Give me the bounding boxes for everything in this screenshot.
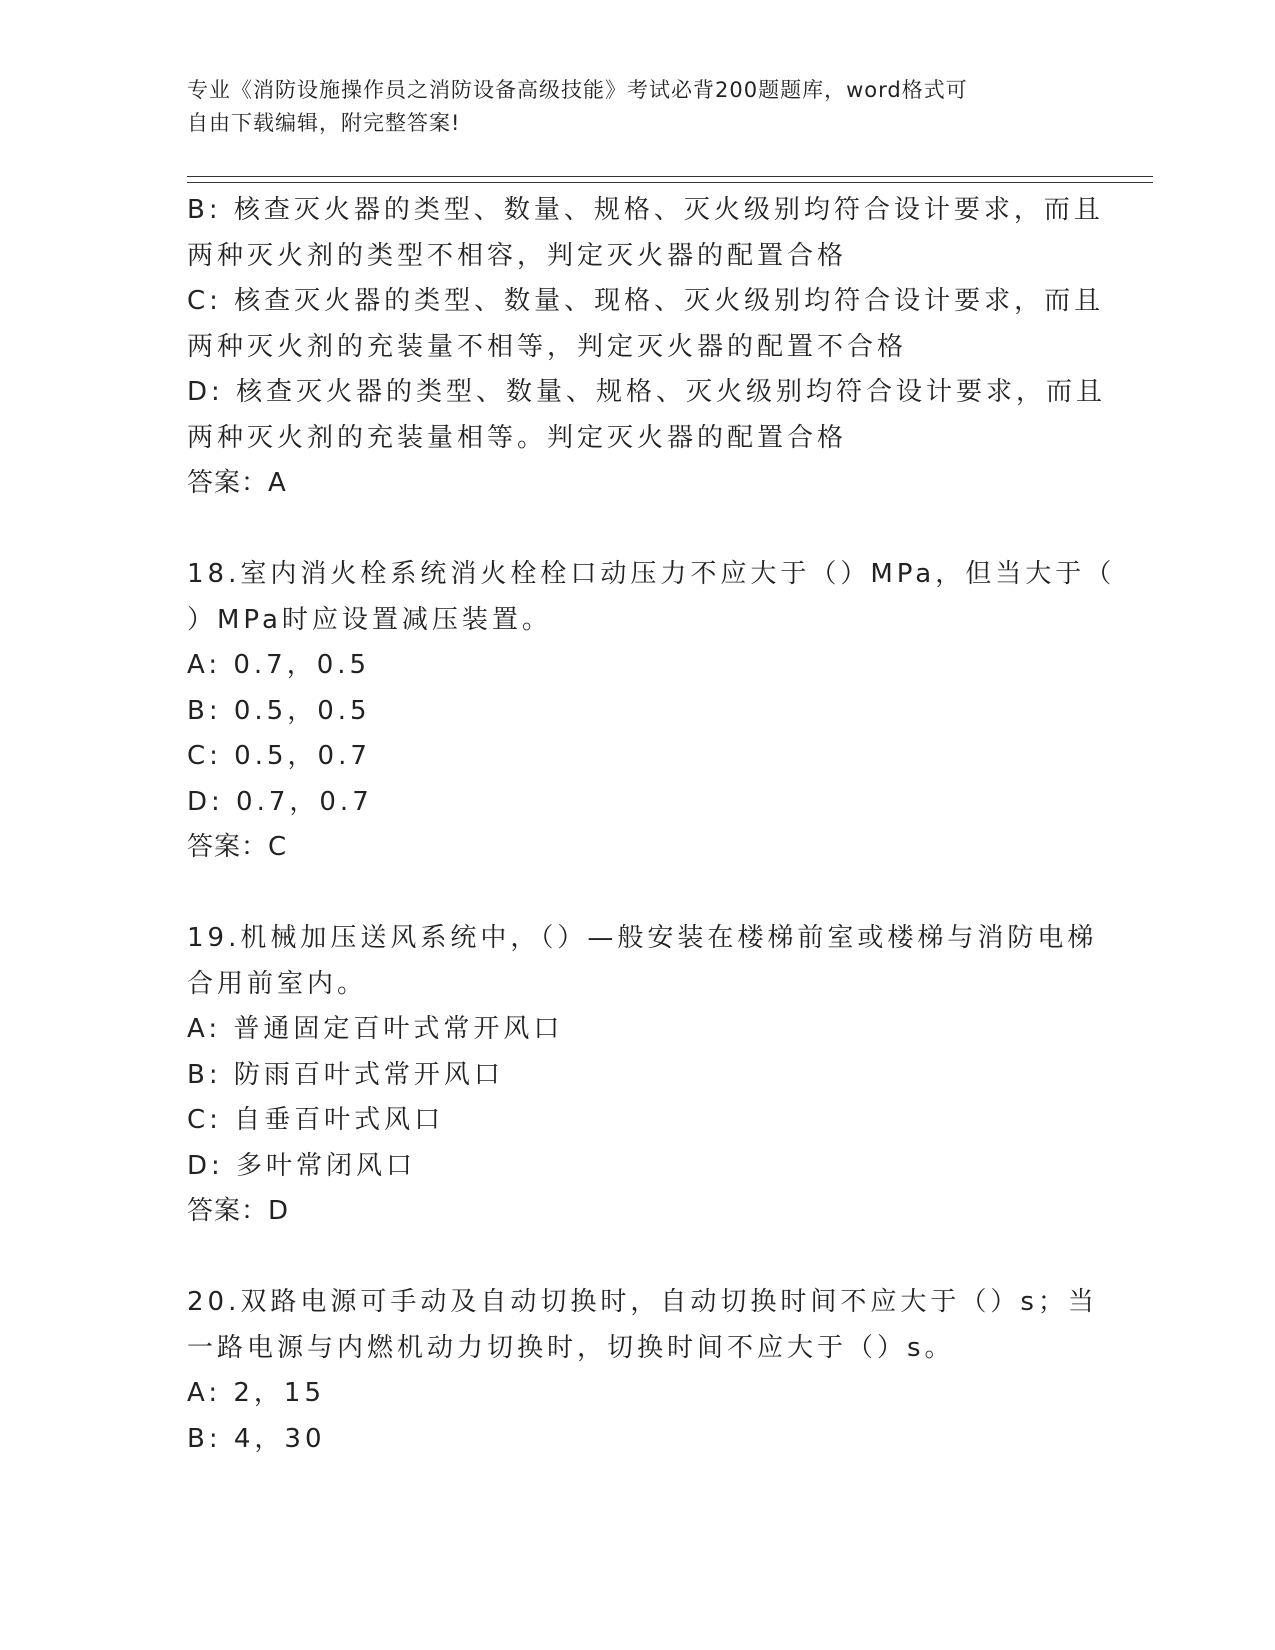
option-c: C: 自垂百叶式风口 [187,1105,445,1135]
option-d-line-1: D: 核查灭火器的类型、数量、规格、灭火级别均符合设计要求，而且 [187,377,1107,407]
option-c-line-2: 两种灭火剂的充装量不相等，判定灭火器的配置不合格 [187,331,908,362]
option-b-line-2: 两种灭火剂的类型不相容，判定灭火器的配置合格 [187,240,848,271]
header-line-1: 专业《消防设施操作员之消防设备高级技能》考试必背200题题库，word格式可 [187,78,968,102]
option-c-line-1: C: 核查灭火器的类型、数量、现格、灭火级别均符合设计要求，而且 [187,286,1105,316]
question-stem-line-2: 合用前室内。 [187,968,368,999]
question-20 [187,1280,1098,1462]
option-b-line-1: B: 核查灭火器的类型、数量、规格、灭火级别均符合设计要求，而且 [187,195,1104,225]
answer-text: 答案：D [187,1196,290,1226]
question-stem-line-1: 19.机械加压送风系统中，（）—般安装在楼梯前室或楼梯与消防电梯 [187,923,1098,953]
option-a: A: 0.7，0.5 [187,650,371,680]
option-b: B: 防雨百叶式常开风口 [187,1059,504,1090]
question-stem-line-2: ）MPa时应设置减压装置。 [187,604,552,635]
prev-question [187,188,1107,507]
question-stem-line-2: 一路电源与内燃机动力切换时，切换时间不应大于（）s。 [187,1332,955,1363]
question-stem-line-1: 18.室内消火栓系统消火栓栓口动压力不应大于（）MPa，但当大于（ [187,559,1116,589]
answer-text: 答案：A [187,468,287,498]
option-a: A: 2，15 [187,1378,325,1408]
question-content [187,188,1116,1462]
option-d-line-2: 两种灭火剂的充装量相等。判定灭火器的配置合格 [187,422,848,453]
spacer [187,507,1087,553]
answer-text: 答案：C [187,832,288,862]
option-b: B: 0.5，0.5 [187,695,371,726]
option-a: A: 普通固定百叶式常开风口 [187,1014,564,1044]
spacer [187,871,1087,917]
question-18 [187,552,1116,871]
header-rule-top [187,176,1153,177]
document-header [187,74,1067,140]
question-stem-line-1: 20.双路电源可手动及自动切换时，自动切换时间不应大于（）s；当 [187,1287,1098,1317]
option-d: D: 多叶常闭风口 [187,1150,417,1181]
header-line-2: 自由下载编辑，附完整答案! [187,111,461,135]
option-b: B: 4，30 [187,1423,326,1454]
question-19 [187,916,1098,1235]
option-c: C: 0.5，0.7 [187,741,371,771]
header-rule-bottom [187,182,1153,183]
spacer [187,1235,1087,1281]
option-d: D: 0.7，0.7 [187,786,373,817]
